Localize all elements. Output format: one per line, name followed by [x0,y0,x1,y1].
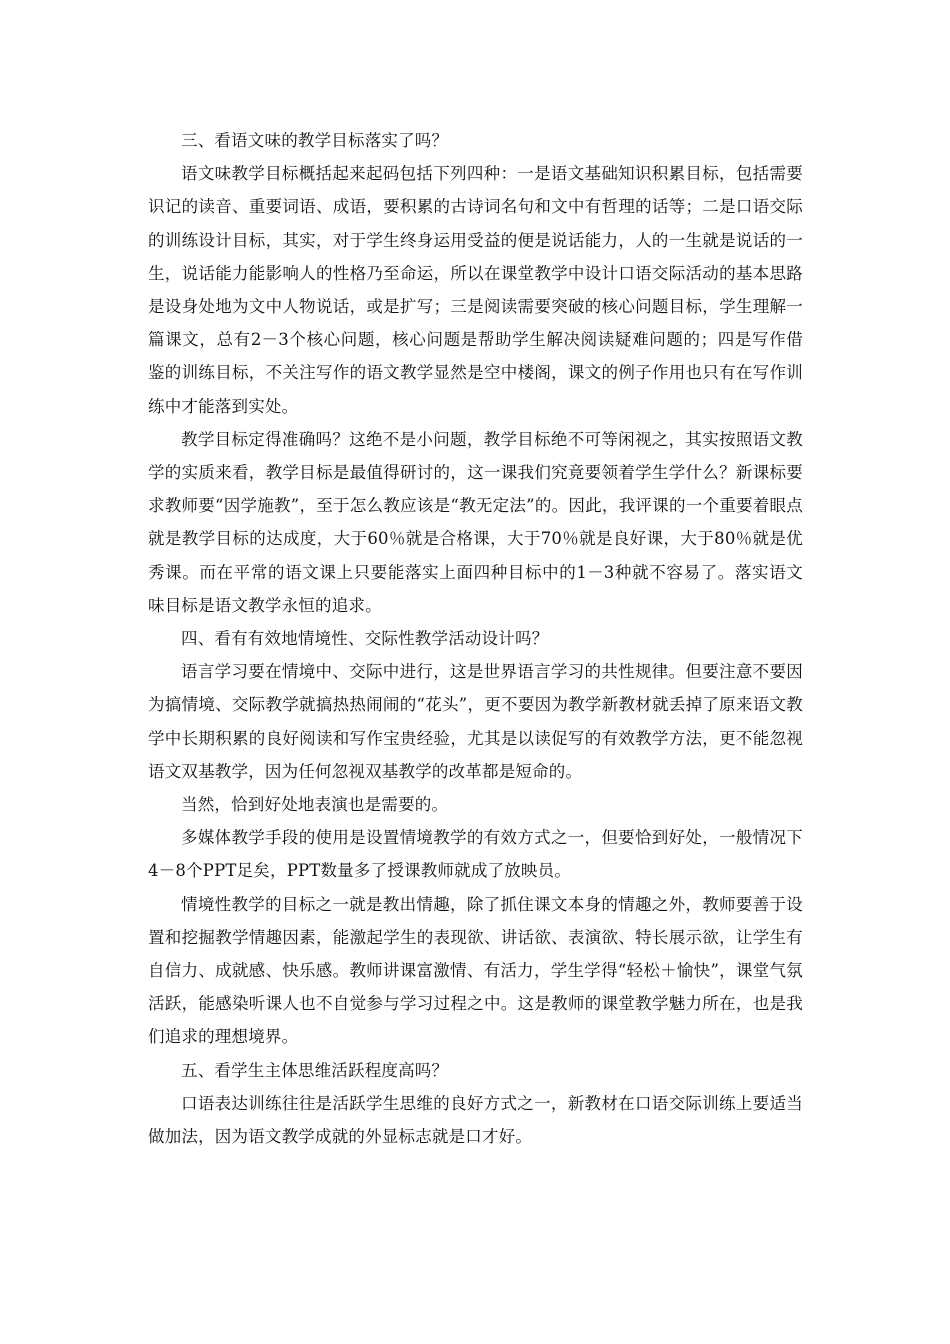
paragraph: 语言学习要在情境中、交际中进行，这是世界语言学习的共性规律。但要注意不要因为搞情境、交际教学就搞热热闹闹的“花头”，更不要因为教学新教材就丢掉了原来语文教学中长期积累的良好阅读和写作宝贵经验，尤其是以读促写的有效教学方法，更不能忽视语文双基教学，因为任何忽视双基教学的改革都是短命的。 [148,662,803,781]
section-heading-3: 三、看语文味的教学目标落实了吗？ [181,131,449,150]
document-body [148,124,803,1153]
paragraph: 口语表达训练往往是活跃学生思维的良好方式之一，新教材在口语交际训练上要适当做加法，因为语文教学成就的外显标志就是口才好。 [148,1093,803,1147]
paragraph: 教学目标定得准确吗？这绝不是小问题，教学目标绝不可等闲视之，其实按照语文教学的实质来看，教学目标是最值得研讨的，这一课我们究竟要领着学生学什么？新课标要求教师要“因学施教”，至于怎么教应该是“教无定法”的。因此，我评课的一个重要着眼点就是教学目标的达成度，大于60％就是合格课，大于70％就是良好课，大于80％就是优秀课。而在平常的语文课上只要能落实上面四种目标中的1－3种就不容易了。落实语文味目标是语文教学永恒的追求。 [148,429,803,615]
paragraph: 多媒体教学手段的使用是设置情境教学的有效方式之一，但要恰到好处，一般情况下4－8个PPT足矣，PPT数量多了授课教师就成了放映员。 [148,828,803,881]
paragraph: 情境性教学的目标之一就是教出情趣，除了抓住课文本身的情趣之外，教师要善于设置和挖掘教学情趣因素，能激起学生的表现欲、讲话欲、表演欲、特长展示欲，让学生有自信力、成就感、快乐感。教师讲课富激情、有活力，学生学得“轻松＋愉快”，课堂气氛活跃，能感染听课人也不自觉参与学习过程之中。这是教师的课堂教学魅力所在，也是我们追求的理想境界。 [148,894,803,1047]
paragraph: 语文味教学目标概括起来起码包括下列四种：一是语文基础知识积累目标，包括需要识记的读音、重要词语、成语，要积累的古诗词名句和文中有哲理的话等；二是口语交际的训练设计目标，其实，对于学生终身运用受益的便是说话能力，人的一生就是说话的一生，说话能力能影响人的性格乃至命运，所以在课堂教学中设计口语交际活动的基本思路是设身处地为文中人物说话，或是扩写；三是阅读需要突破的核心问题目标，学生理解一篇课文，总有2－3个核心问题，核心问题是帮助学生解决阅读疑难问题的；四是写作借鉴的训练目标，不关注写作的语文教学显然是空中楼阁，课文的例子作用也只有在写作训练中才能落到实处。 [148,164,803,416]
paragraph: 当然，恰到好处地表演也是需要的。 [181,795,449,815]
section-heading-5: 五、看学生主体思维活跃程度高吗？ [181,1060,449,1080]
section-heading-4: 四、看有有效地情境性、交际性教学活动设计吗？ [181,629,549,649]
